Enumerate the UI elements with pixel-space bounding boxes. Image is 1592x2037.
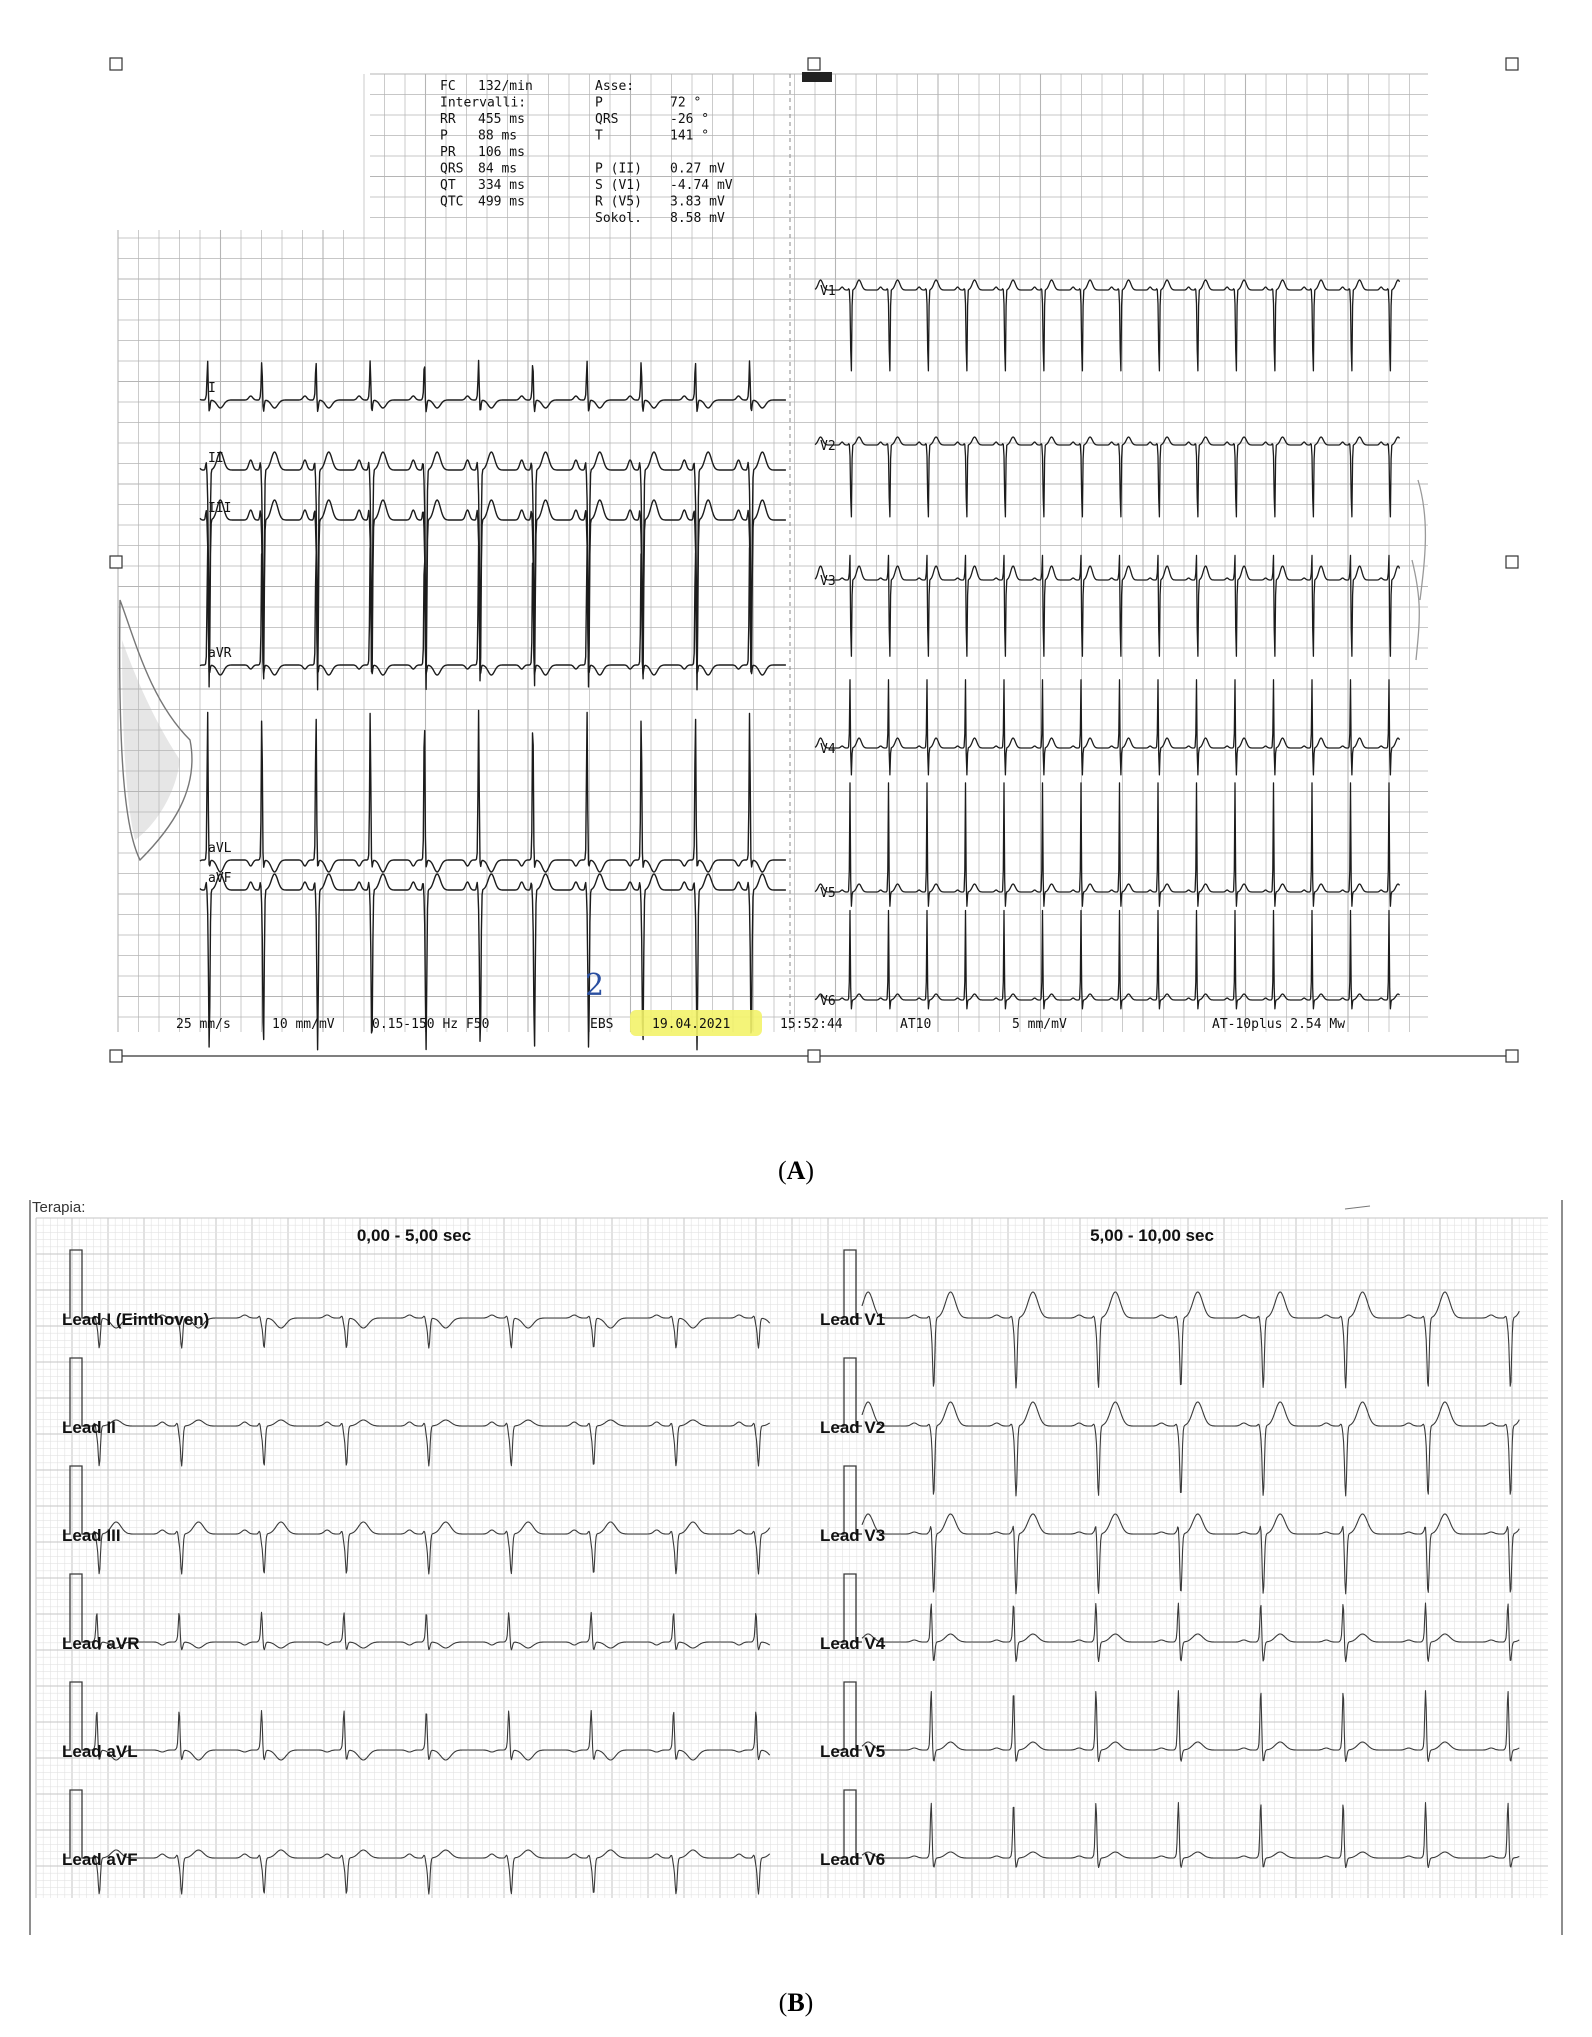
measure-value-left: 84 ms bbox=[478, 161, 518, 177]
trace-lead-v6 bbox=[862, 1803, 1519, 1868]
lead-label-V5: V5 bbox=[820, 886, 836, 901]
footer-device: AT-10plus 2.54 Mw bbox=[1212, 1017, 1346, 1032]
lead-label-right: Lead V1 bbox=[820, 1310, 886, 1329]
measure-label-left: FC bbox=[440, 79, 456, 94]
top-black-tab bbox=[802, 72, 832, 82]
measure-label-left: QT bbox=[440, 178, 456, 193]
handwritten-mark: 2 bbox=[585, 968, 605, 1003]
measure-label-right: P (II) bbox=[595, 161, 642, 177]
cal-pulse-left-row-4 bbox=[64, 1574, 88, 1642]
lead-label-V1: V1 bbox=[820, 284, 836, 299]
measure-value-right: 141 ° bbox=[670, 128, 710, 144]
measure-label-right: S (V1) bbox=[595, 178, 642, 193]
lead-label-V2: V2 bbox=[820, 439, 836, 454]
cal-pulse-right-row-6 bbox=[838, 1790, 862, 1858]
measure-label-right: QRS bbox=[595, 112, 619, 127]
lead-label-right: Lead V5 bbox=[820, 1742, 886, 1761]
measure-value-right: 0.27 mV bbox=[670, 161, 725, 177]
trace-lead-iii bbox=[90, 1522, 770, 1574]
lead-label-V3: V3 bbox=[820, 574, 836, 589]
cal-pulse-left-row-6 bbox=[64, 1790, 88, 1858]
lead-label-III: III bbox=[208, 501, 232, 516]
footer-time: 15:52:44 bbox=[780, 1017, 843, 1032]
caption-b: (B) bbox=[778, 1988, 814, 2017]
measure-value-right: 72 ° bbox=[670, 95, 702, 111]
measure-label-left: RR bbox=[440, 112, 456, 127]
footer-code: EBS bbox=[590, 1017, 614, 1032]
lead-label-right: Lead V2 bbox=[820, 1418, 886, 1437]
measure-value-right: -4.74 mV bbox=[670, 178, 733, 193]
lead-label-left: Lead I (Einthoven) bbox=[62, 1310, 210, 1329]
measure-label-left: PR bbox=[440, 145, 456, 160]
measure-value-left: 106 ms bbox=[478, 145, 525, 160]
measure-value-left: 88 ms bbox=[478, 128, 518, 144]
trace-lead-avr bbox=[90, 1612, 770, 1650]
caption-a: (A) bbox=[777, 1156, 815, 1185]
measure-label-left: Intervalli: bbox=[440, 95, 527, 111]
trace-lead-avl bbox=[90, 1711, 770, 1761]
footer-filter: 0.15-150 Hz F50 bbox=[372, 1017, 490, 1032]
measure-label-left: P bbox=[440, 128, 448, 144]
cal-pulse-right-row-4 bbox=[838, 1574, 862, 1642]
measure-value-right: -26 ° bbox=[670, 112, 710, 127]
cal-pulse-right-row-2 bbox=[838, 1358, 862, 1426]
terapia-label: Terapia: bbox=[32, 1199, 86, 1216]
lead-label-right: Lead V3 bbox=[820, 1526, 886, 1545]
cal-pulse-right-row-3 bbox=[838, 1466, 862, 1534]
measure-label-right: T bbox=[595, 128, 603, 144]
panel-b-ecg-recording bbox=[30, 1199, 1562, 1935]
cal-pulse-left-row-3 bbox=[64, 1466, 88, 1534]
measure-label-left: QRS bbox=[440, 161, 464, 177]
trace-lead-v3 bbox=[862, 1514, 1519, 1594]
footer-date: 19.04.2021 bbox=[652, 1017, 731, 1032]
measure-value-left: 132/min bbox=[478, 79, 533, 94]
lead-label-right: Lead V4 bbox=[820, 1634, 886, 1653]
cal-pulse-left-row-1 bbox=[64, 1250, 88, 1318]
panel-a-ecg-printout bbox=[110, 58, 1518, 1062]
caption-b-letter: B bbox=[787, 1988, 805, 2017]
time-window-left: 0,00 - 5,00 sec bbox=[356, 1226, 472, 1245]
measure-value-right: 3.83 mV bbox=[670, 194, 725, 210]
lead-label-left: Lead aVF bbox=[62, 1850, 138, 1869]
cal-pulse-right-row-5 bbox=[838, 1682, 862, 1750]
caption-a-letter: A bbox=[786, 1156, 806, 1185]
lead-label-I: I bbox=[208, 381, 216, 396]
footer-device-tag: AT10 bbox=[900, 1017, 932, 1032]
cal-pulse-left-row-5 bbox=[64, 1682, 88, 1750]
lead-label-left: Lead aVR bbox=[62, 1634, 140, 1653]
time-window-right: 5,00 - 10,00 sec bbox=[1090, 1226, 1214, 1245]
cal-pulse-left-row-2 bbox=[64, 1358, 88, 1426]
lead-label-II: II bbox=[208, 451, 224, 466]
measure-label-right: P bbox=[595, 95, 603, 111]
lead-label-V4: V4 bbox=[820, 742, 836, 757]
trace-lead-v1 bbox=[862, 1292, 1519, 1388]
measure-label-right: R (V5) bbox=[595, 194, 642, 210]
measure-value-right: 8.58 mV bbox=[670, 211, 725, 226]
measure-label-right: Sokol. bbox=[595, 211, 642, 226]
measure-label-left: QTC bbox=[440, 194, 464, 210]
lead-label-aVF: aVF bbox=[208, 871, 232, 886]
lead-label-left: Lead III bbox=[62, 1526, 121, 1545]
cal-pulse-right-row-1 bbox=[838, 1250, 862, 1318]
trace-lead-v2 bbox=[862, 1402, 1519, 1496]
measure-value-left: 455 ms bbox=[478, 112, 525, 127]
lead-label-V6: V6 bbox=[820, 994, 836, 1009]
footer-gain: 10 mm/mV bbox=[272, 1017, 335, 1032]
footer-speed: 25 mm/s bbox=[176, 1017, 231, 1032]
measure-value-left: 334 ms bbox=[478, 178, 525, 193]
lead-label-left: Lead II bbox=[62, 1418, 116, 1437]
footer-chest-gain: 5 mm/mV bbox=[1012, 1017, 1067, 1032]
lead-label-aVR: aVR bbox=[208, 646, 232, 661]
lead-label-aVL: aVL bbox=[208, 841, 232, 856]
trace-lead-v4 bbox=[862, 1603, 1519, 1662]
lead-label-right: Lead V6 bbox=[820, 1850, 886, 1869]
lead-label-left: Lead aVL bbox=[62, 1742, 138, 1761]
measure-label-right: Asse: bbox=[595, 79, 635, 94]
measure-value-left: 499 ms bbox=[478, 194, 525, 210]
